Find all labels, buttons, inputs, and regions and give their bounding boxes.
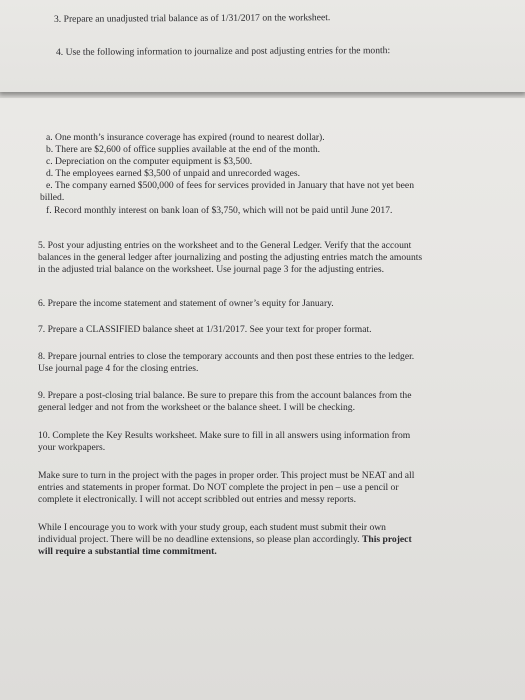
adjustment-e-cont: billed. <box>40 192 65 203</box>
turn-in-line-3: complete it electronically. I will not accept scribbled out entries and messy reports. <box>38 494 356 505</box>
adjustment-e: e. The company earned $500,000 of fees for services provided in January that have not yet been <box>46 180 414 191</box>
group-line-2 <box>38 534 412 546</box>
step-7: 7. Prepare a CLASSIFIED balance sheet at 1/31/2017. See your text for proper format. <box>38 324 372 335</box>
step-5-line-1: 5. Post your adjusting entries on the worksheet and to the General Ledger. Verify that the account <box>38 240 412 251</box>
adjustment-f: f. Record monthly interest on bank loan of $3,750, which will not be paid until June 2017. <box>46 205 393 216</box>
group-line-3 <box>38 546 217 558</box>
step-8-line-2: Use journal page 4 for the closing entries. <box>38 363 199 374</box>
step-5-line-2: balances in the general ledger after journalizing and posting the adjusting entries match the amounts <box>38 252 423 263</box>
step-3: 3. Prepare an unadjusted trial balance as of 1/31/2017 on the worksheet. <box>53 12 331 25</box>
page-fold <box>0 92 525 98</box>
step-9-line-1: 9. Prepare a post-closing trial balance. Be sure to prepare this from the account balances from the <box>38 390 412 401</box>
group-line-2-text: individual project. There will be no deadline extensions, so please plan accordingly. <box>38 534 360 545</box>
step-9-line-2: general ledger and not from the worksheet or the balance sheet. I will be checking. <box>38 402 356 413</box>
group-bold-2: will require a substantial time commitment. <box>38 546 217 557</box>
step-10-line-2: your workpapers. <box>38 442 106 453</box>
group-bold-1: This project <box>361 534 412 545</box>
folded-top-page <box>0 0 525 92</box>
step-10-line-1: 10. Complete the Key Results worksheet. Make sure to fill in all answers using information from <box>38 430 411 441</box>
step-6: 6. Prepare the income statement and statement of owner’s equity for January. <box>38 298 334 309</box>
adjustment-d: d. The employees earned $3,500 of unpaid and unrecorded wages. <box>46 168 300 179</box>
turn-in-line-1: Make sure to turn in the project with the pages in proper order. This project must be NEAT and all <box>38 470 415 481</box>
step-4: 4. Use the following information to journalize and post adjusting entries for the month: <box>55 45 391 58</box>
step-8-line-1: 8. Prepare journal entries to close the temporary accounts and then post these entries to the ledger. <box>38 351 415 362</box>
turn-in-line-2: entries and statements in proper format. Do NOT complete the project in pen – use a pencil or <box>38 482 399 493</box>
adjustment-c: c. Depreciation on the computer equipment is $3,500. <box>46 156 253 167</box>
step-5-line-3: in the adjusted trial balance on the worksheet. Use journal page 3 for the adjusting entries. <box>38 264 385 275</box>
adjustment-a: a. One month’s insurance coverage has expired (round to nearest dollar). <box>46 132 325 143</box>
adjustment-b: b. There are $2,600 of office supplies available at the end of the month. <box>46 144 321 155</box>
group-line-1: While I encourage you to work with your study group, each student must submit their own <box>38 522 386 533</box>
